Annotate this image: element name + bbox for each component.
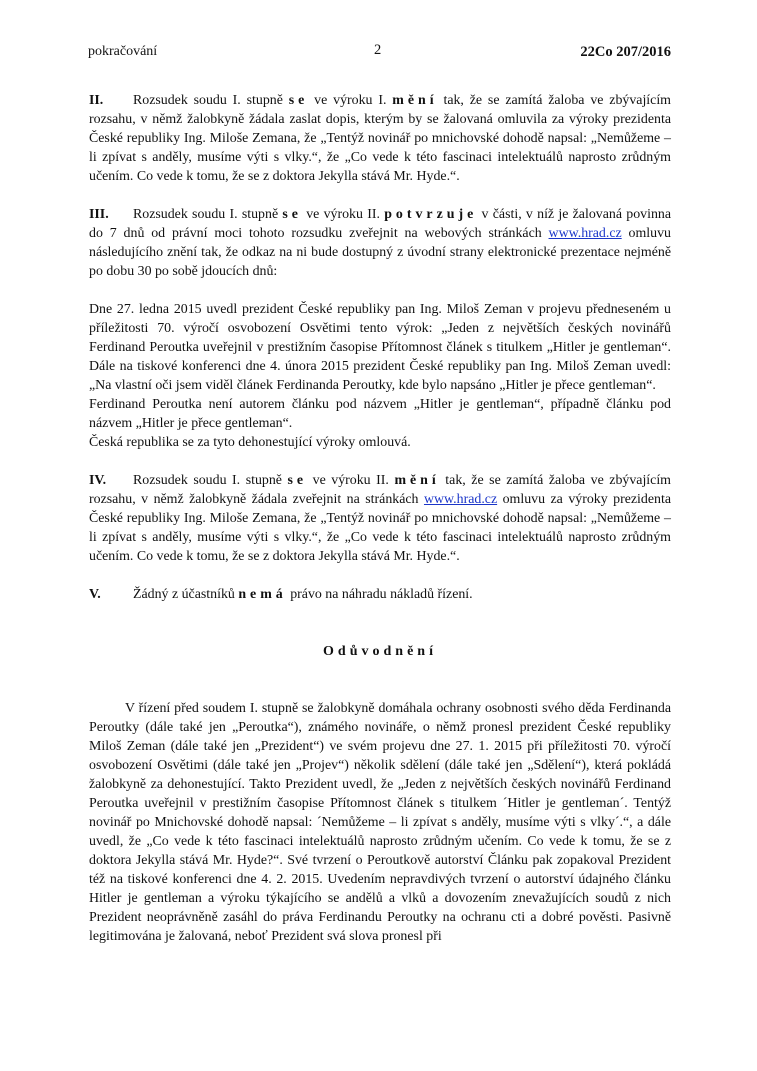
hrad-website-link[interactable]: www.hrad.cz	[548, 226, 622, 241]
reasoning-paragraph: V řízení před soudem I. stupně se žalobkyně domáhala ochrany osobnosti svého děda Ferdinanda Peroutky (dále také jen „Peroutka“), známého novináře, o němž pronesl prezident České republiky Miloš Zeman (dále také jen „Prezident“) ve svém projevu dne 27. 1. 2015 při příležitosti 70. výročí osvobození Osvětimi (dále také jen „Projev“) několik sdělení (dále také jen „Sdělení“), která pokládá žalobkyně za dehonestující. Takto Prezident uvedl, že „Jeden z největších českých novinářů Ferdinand Peroutka uveřejnil v prestižním časopise Přítomnost článek s titulkem ´Hitler je gentleman´. Tentýž novinář po Mnichovské dohodě napsal: ´Nemůžeme – li zpívat s anděly, musíme výti s vlky´.“, a dále uvedl, že „Co vede k této fascinaci intelektuálů naprosto zrůdným učením. Co vede k tomu, že se z doktora Jekylla stává Mr. Hyde?“. Své tvrzení o Peroutkově autorství Článku pak zopakoval Prezident též na tiskové konferenci dne 4. 2. 2015. Uvedením nepravdivých tvrzení o autorství údajného článku Hitler je gentleman a výroku týkajícího se andělů a vlků a dovozením znevažujících soudů z nich Prezident neoprávněně zasáhl do práva Ferdinandu Peroutky na ochranu cti a dobré pověsti. Pasivně legitimována je žalovaná, neboť Prezident svá slova pronesl při	[89, 701, 671, 944]
apology-paragraph: Česká republika se za tyto dehonestující výroky omlouvá.	[89, 435, 411, 450]
spaced-emphasis: se	[287, 473, 308, 488]
section-numeral: IV.	[89, 473, 107, 488]
verdict-section-iv: IV. Rozsudek soudu I. stupně se ve výroku II. mění tak, že se zamítá žaloba ve zbývajícím rozsahu, v němž žalobkyně žádala zveřejnit na stránkách www.hrad.cz omluvu za výroky prezidenta České republiky Ing. Miloše Zemana, že „Tentýž novinář po mnichovské dohodě napsal: „Nemůžeme – li zpívat s anděly, musíme výti s vlky.“, že „Co vede k této fascinaci intelektuálů naprosto zrůdným učením. Co vede k tomu, že se z doktora Jekylla stává Mr. Hyde.“.	[89, 473, 671, 564]
document-body	[89, 91, 671, 946]
spaced-emphasis: potvrzuje	[384, 207, 478, 222]
header-case-number: 22Co 207/2016	[580, 44, 671, 60]
spaced-emphasis: se	[282, 207, 302, 222]
verdict-section-v: V. Žádný z účastníků nemá právo na náhradu nákladů řízení.	[89, 587, 473, 602]
section-numeral: III.	[89, 207, 109, 222]
verdict-section-ii: II. Rozsudek soudu I. stupně se ve výroku I. mění tak, že se zamítá žaloba ve zbývajícím rozsahu, v němž žalobkyně žádala zaslat dopis, kterým by se žalovaná omluvila za výroky prezidenta České republiky Ing. Miloše Zemana, že „Tentýž novinář po mnichovské dohodě napsal: „Nemůžeme – li zpívat s anděly, musíme výti s vlky.“, že „Co vede k této fascinaci intelektuálů naprosto zrůdným učením. Co vede k tomu, že se z doktora Jekylla stává Mr. Hyde.“.	[89, 93, 671, 184]
apology-text	[89, 300, 671, 452]
reasoning-heading: Odůvodnění	[323, 644, 437, 659]
header-page-number: 2	[374, 42, 382, 58]
page-header	[88, 44, 671, 64]
spaced-emphasis: mění	[392, 93, 438, 108]
apology-paragraph: Ferdinand Peroutka není autorem článku pod názvem „Hitler je gentleman“, případně článku pod názvem „Hitler je přece gentleman“.	[89, 397, 671, 431]
spaced-emphasis: nemá	[238, 587, 287, 602]
spaced-emphasis: mění	[394, 473, 440, 488]
header-continuation-label: pokračování	[88, 44, 158, 59]
apology-paragraph: Dne 27. ledna 2015 uvedl prezident České republiky pan Ing. Miloš Zeman v projevu předneseném u příležitosti 70. výročí osvobození Osvětimi tento výrok: „Jeden z největších českých novinářů Ferdinand Peroutka uveřejnil v prestižním časopise Přítomnost článek s titulkem „Hitler je gentleman“. Dále na tiskové konferenci dne 4. února 2015 prezident České republiky pan Ing. Miloš Zeman uvedl: „Na vlastní oči jsem viděl článek Ferdinanda Peroutky, kde bylo napsáno „Hitler je přece gentleman“.	[89, 302, 671, 393]
section-numeral: V.	[89, 587, 101, 602]
hrad-website-link[interactable]: www.hrad.cz	[423, 492, 498, 507]
verdict-section-iii: III. Rozsudek soudu I. stupně se ve výroku II. potvrzuje v části, v níž je žalovaná povinna do 7 dnů od právní moci tohoto rozsudku zveřejnit na webových stránkách www.hrad.cz omluvu následujícího znění tak, že odkaz na ni bude dostupný z úvodní strany elektronické prezentace nejméně po dobu 30 po sobě jdoucích dnů:	[89, 207, 672, 279]
spaced-emphasis: se	[288, 93, 309, 108]
section-numeral: II.	[89, 93, 104, 108]
